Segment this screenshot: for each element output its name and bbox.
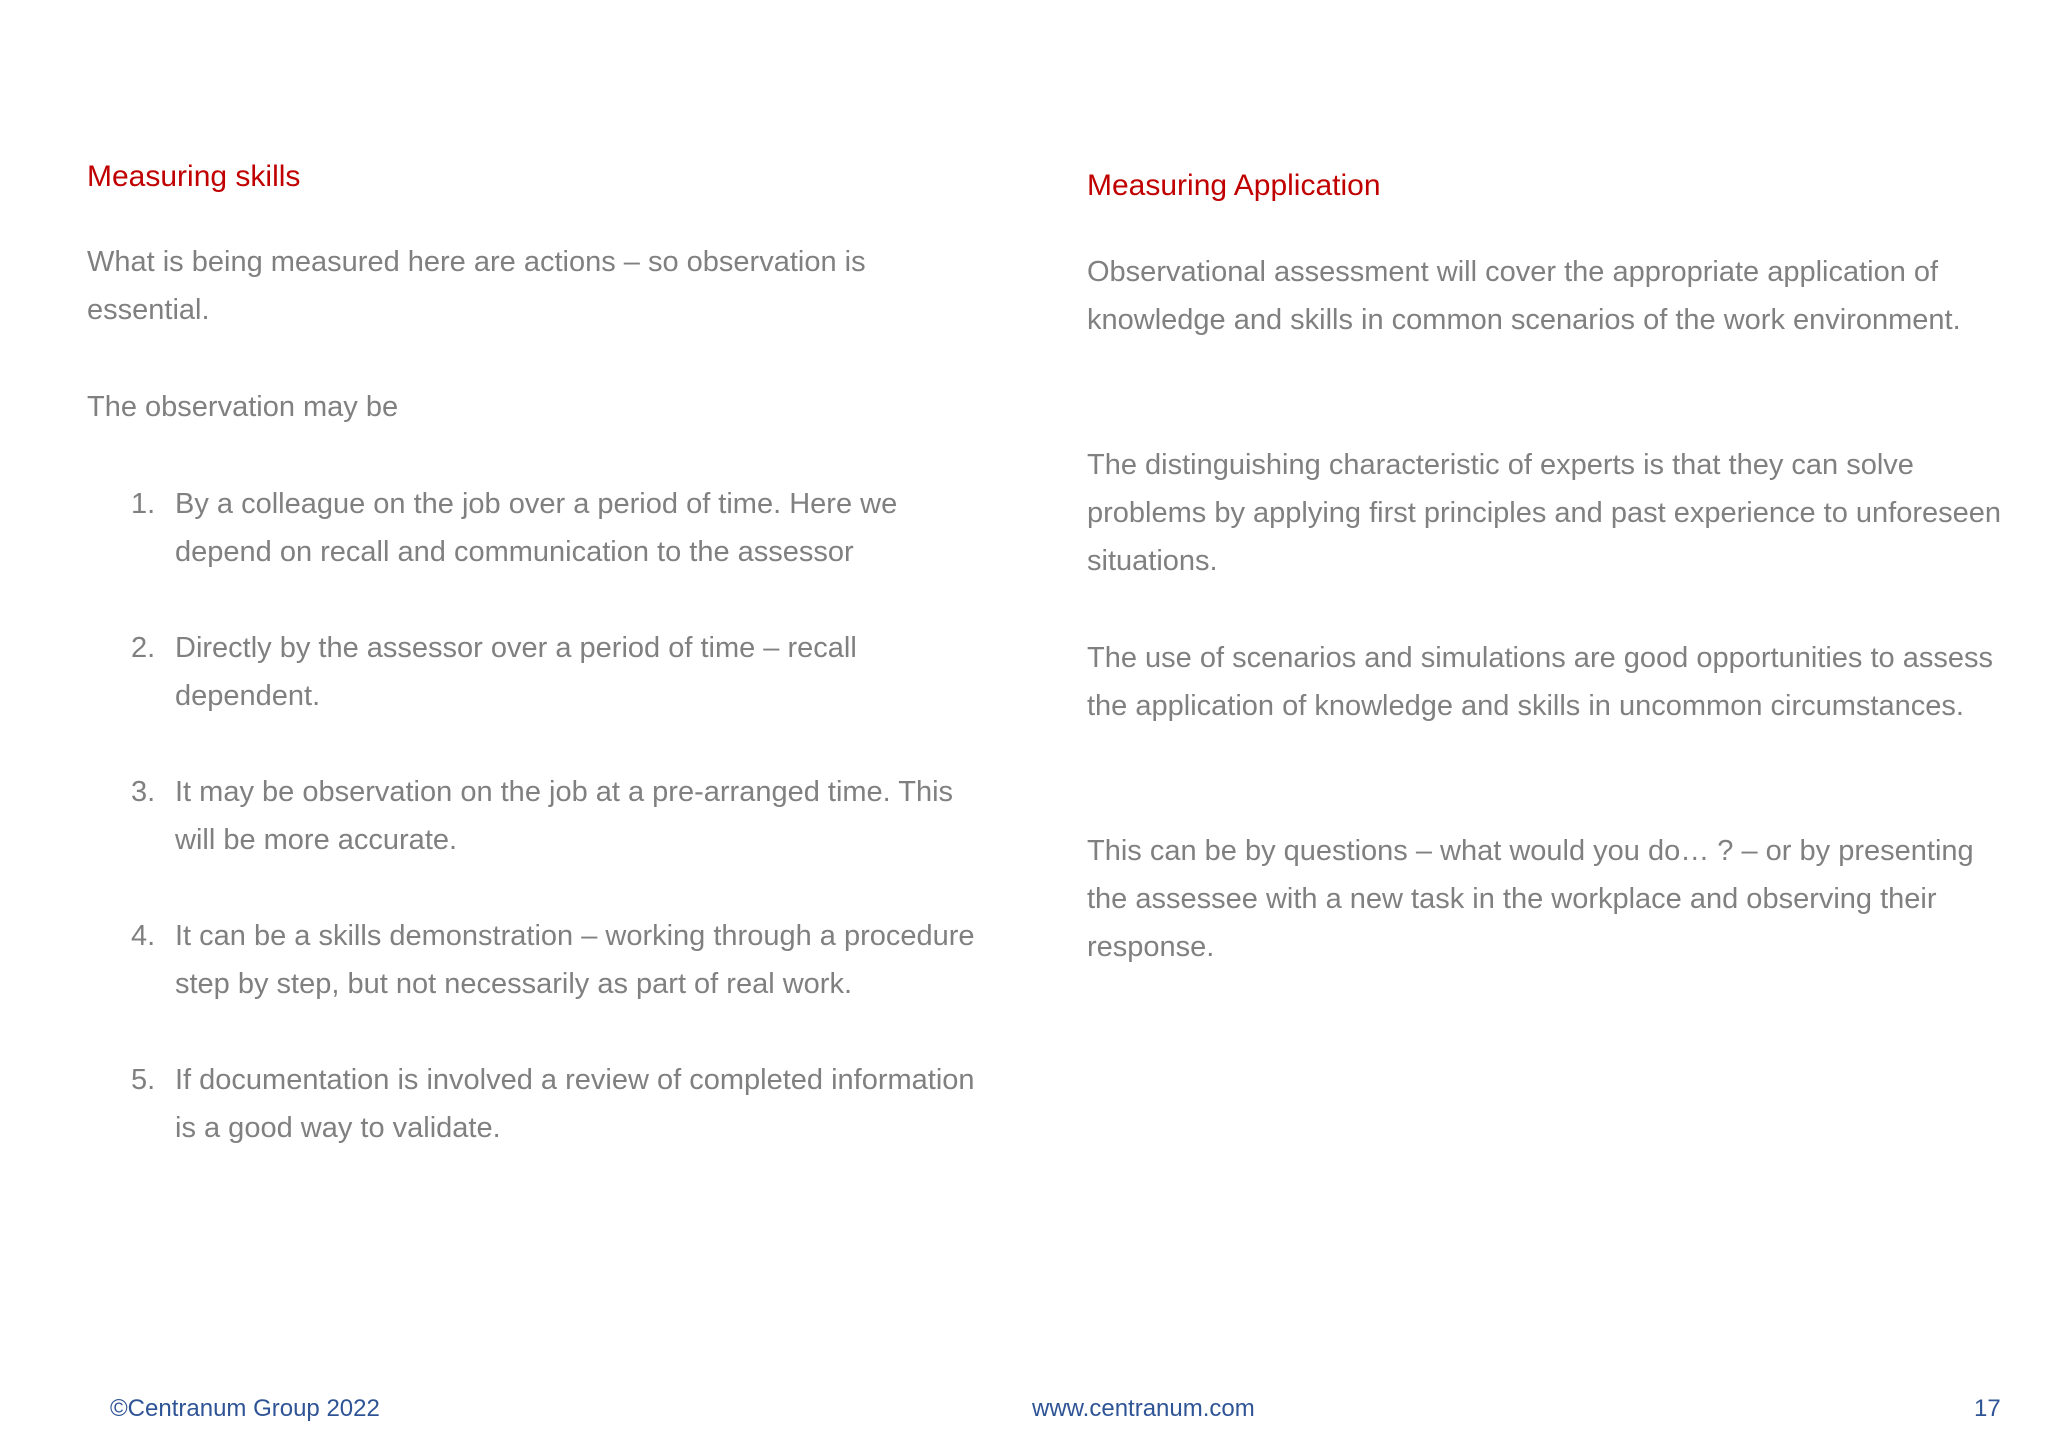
observation-list (87, 480, 987, 1200)
list-item (87, 624, 987, 720)
paragraph-scenarios: The use of scenarios and simulations are good opportunities to assess the application of knowledge and skills in uncommon circumstances. (1087, 642, 1993, 722)
list-item-text: By a colleague on the job over a period of time. Here we depend on recall and communication to the assessor (175, 488, 898, 568)
paragraph-questions: This can be by questions – what would you do… ? – or by presenting the assessee with a new task in the workplace and observing their response. (1087, 835, 1974, 963)
heading-measuring-skills: Measuring skills (87, 160, 301, 193)
intro-paragraph: What is being measured here are actions – so observation is essential. (87, 246, 866, 326)
list-item-text: It may be observation on the job at a pre-arranged time. This will be more accurate. (175, 776, 954, 856)
paragraph-experts: The distinguishing characteristic of experts is that they can solve problems by applying first principles and past experience to unforeseen situations. (1087, 449, 2002, 577)
list-item-text: It can be a skills demonstration – working through a procedure step by step, but not necessarily as part of real work. (175, 920, 975, 1000)
footer-copyright: ©Centranum Group 2022 (110, 1395, 380, 1422)
list-item-number: 1. (131, 488, 156, 520)
list-item (87, 1056, 987, 1152)
list-item (87, 912, 987, 1008)
lead-paragraph: The observation may be (87, 391, 399, 423)
paragraph-observational-assessment: Observational assessment will cover the appropriate application of knowledge and skills in common scenarios of the work environment. (1087, 256, 1961, 336)
list-item-number: 5. (131, 1064, 156, 1096)
footer-website-link[interactable]: www.centranum.com (1032, 1395, 1255, 1422)
list-item-number: 3. (131, 776, 156, 808)
footer-page-number: 17 (1974, 1395, 2001, 1422)
list-item-number: 2. (131, 632, 156, 664)
list-item (87, 768, 987, 864)
heading-measuring-application: Measuring Application (1087, 169, 1381, 202)
list-item-number: 4. (131, 920, 156, 952)
list-item-text: If documentation is involved a review of completed information is a good way to validate. (175, 1064, 975, 1144)
list-item-text: Directly by the assessor over a period of time – recall dependent. (175, 632, 857, 712)
list-item (87, 480, 987, 576)
